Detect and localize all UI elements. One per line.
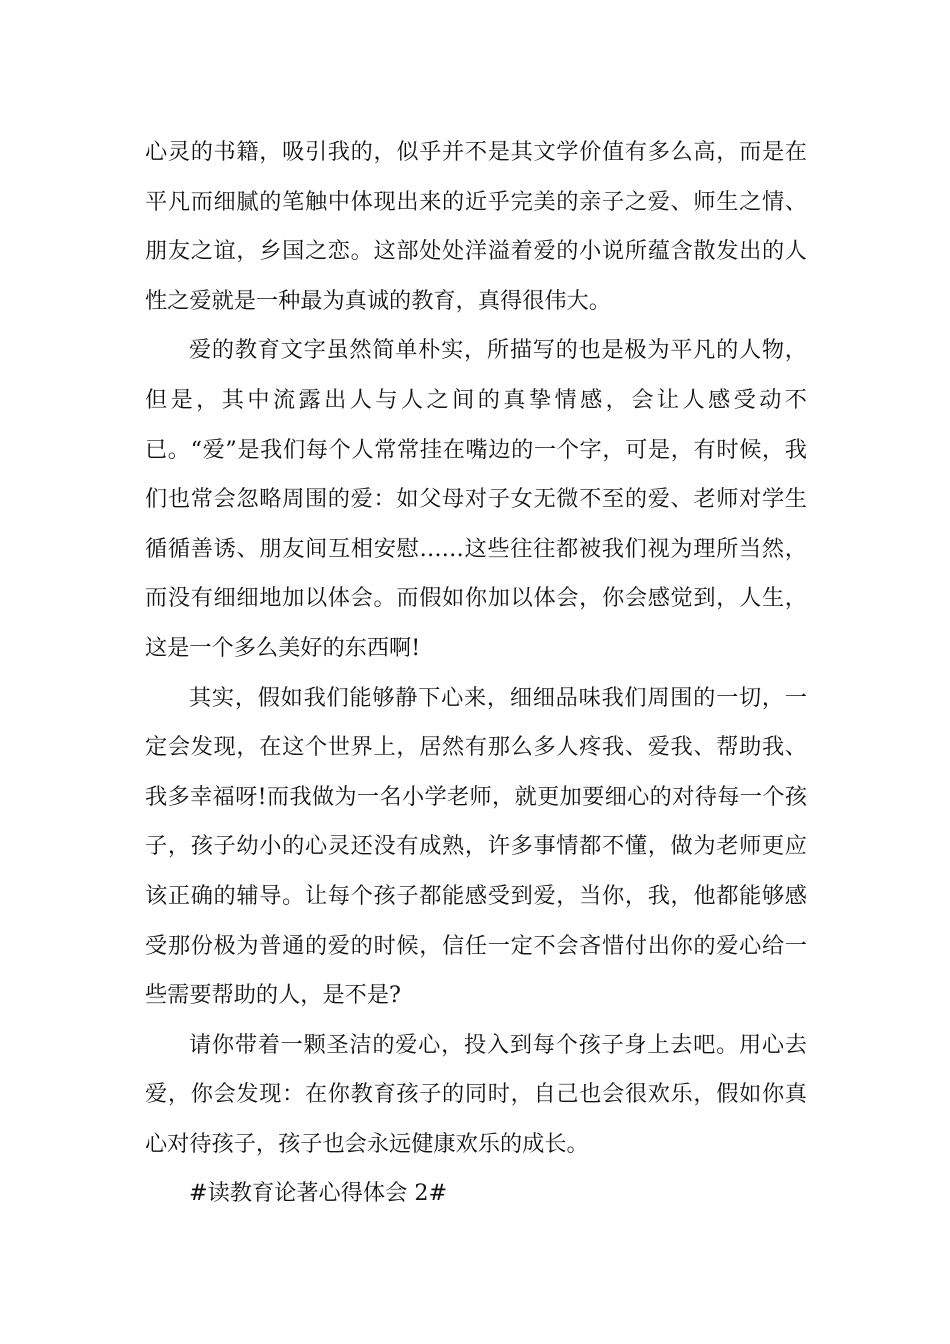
paragraph: 请你带着一颗圣洁的爱心，投入到每个孩子身上去吧。用心去爱，你会发现：在你教育孩子的同时，自己也会很欢乐，假如你真心对待孩子，孩子也会永远健康欢乐的成长。 [145, 1031, 807, 1157]
document-body [145, 128, 807, 1219]
paragraph-continuation: 心灵的书籍，吸引我的，似乎并不是其文学价值有多么高，而是在平凡而细腻的笔触中体现出来的近乎完美的亲子之爱、师生之情、朋友之谊，乡国之恋。这部处处洋溢着爱的小说所蕴含散发出的人性之爱就是一种最为真诚的教育，真得很伟大。 [145, 139, 807, 314]
section-heading: #读教育论著心得体会 2# [189, 1180, 448, 1207]
paragraph: 其实，假如我们能够静下心来，细细品味我们周围的一切，一定会发现，在这个世界上，居然有那么多人疼我、爱我、帮助我、我多幸福呀!而我做为一名小学老师，就更加要细心的对待每一个孩子，孩子幼小的心灵还没有成熟，许多事情都不懂，做为老师更应该正确的辅导。让每个孩子都能感受到爱，当你，我，他都能够感受那份极为普通的爱的时候，信任一定不会吝惜付出你的爱心给一些需要帮助的人，是不是? [145, 684, 807, 1009]
paragraph: 爱的教育文字虽然简单朴实，所描写的也是极为平凡的人物，但是，其中流露出人与人之间的真挚情感，会让人感受动不已。“爱”是我们每个人常常挂在嘴边的一个字，可是，有时候，我们也常会忽略周围的爱：如父母对子女无微不至的爱、老师对学生循循善诱、朋友间互相安慰……这些往往都被我们视为理所当然，而没有细细地加以体会。而假如你加以体会，你会感觉到，人生，这是一个多么美好的东西啊! [145, 337, 807, 661]
